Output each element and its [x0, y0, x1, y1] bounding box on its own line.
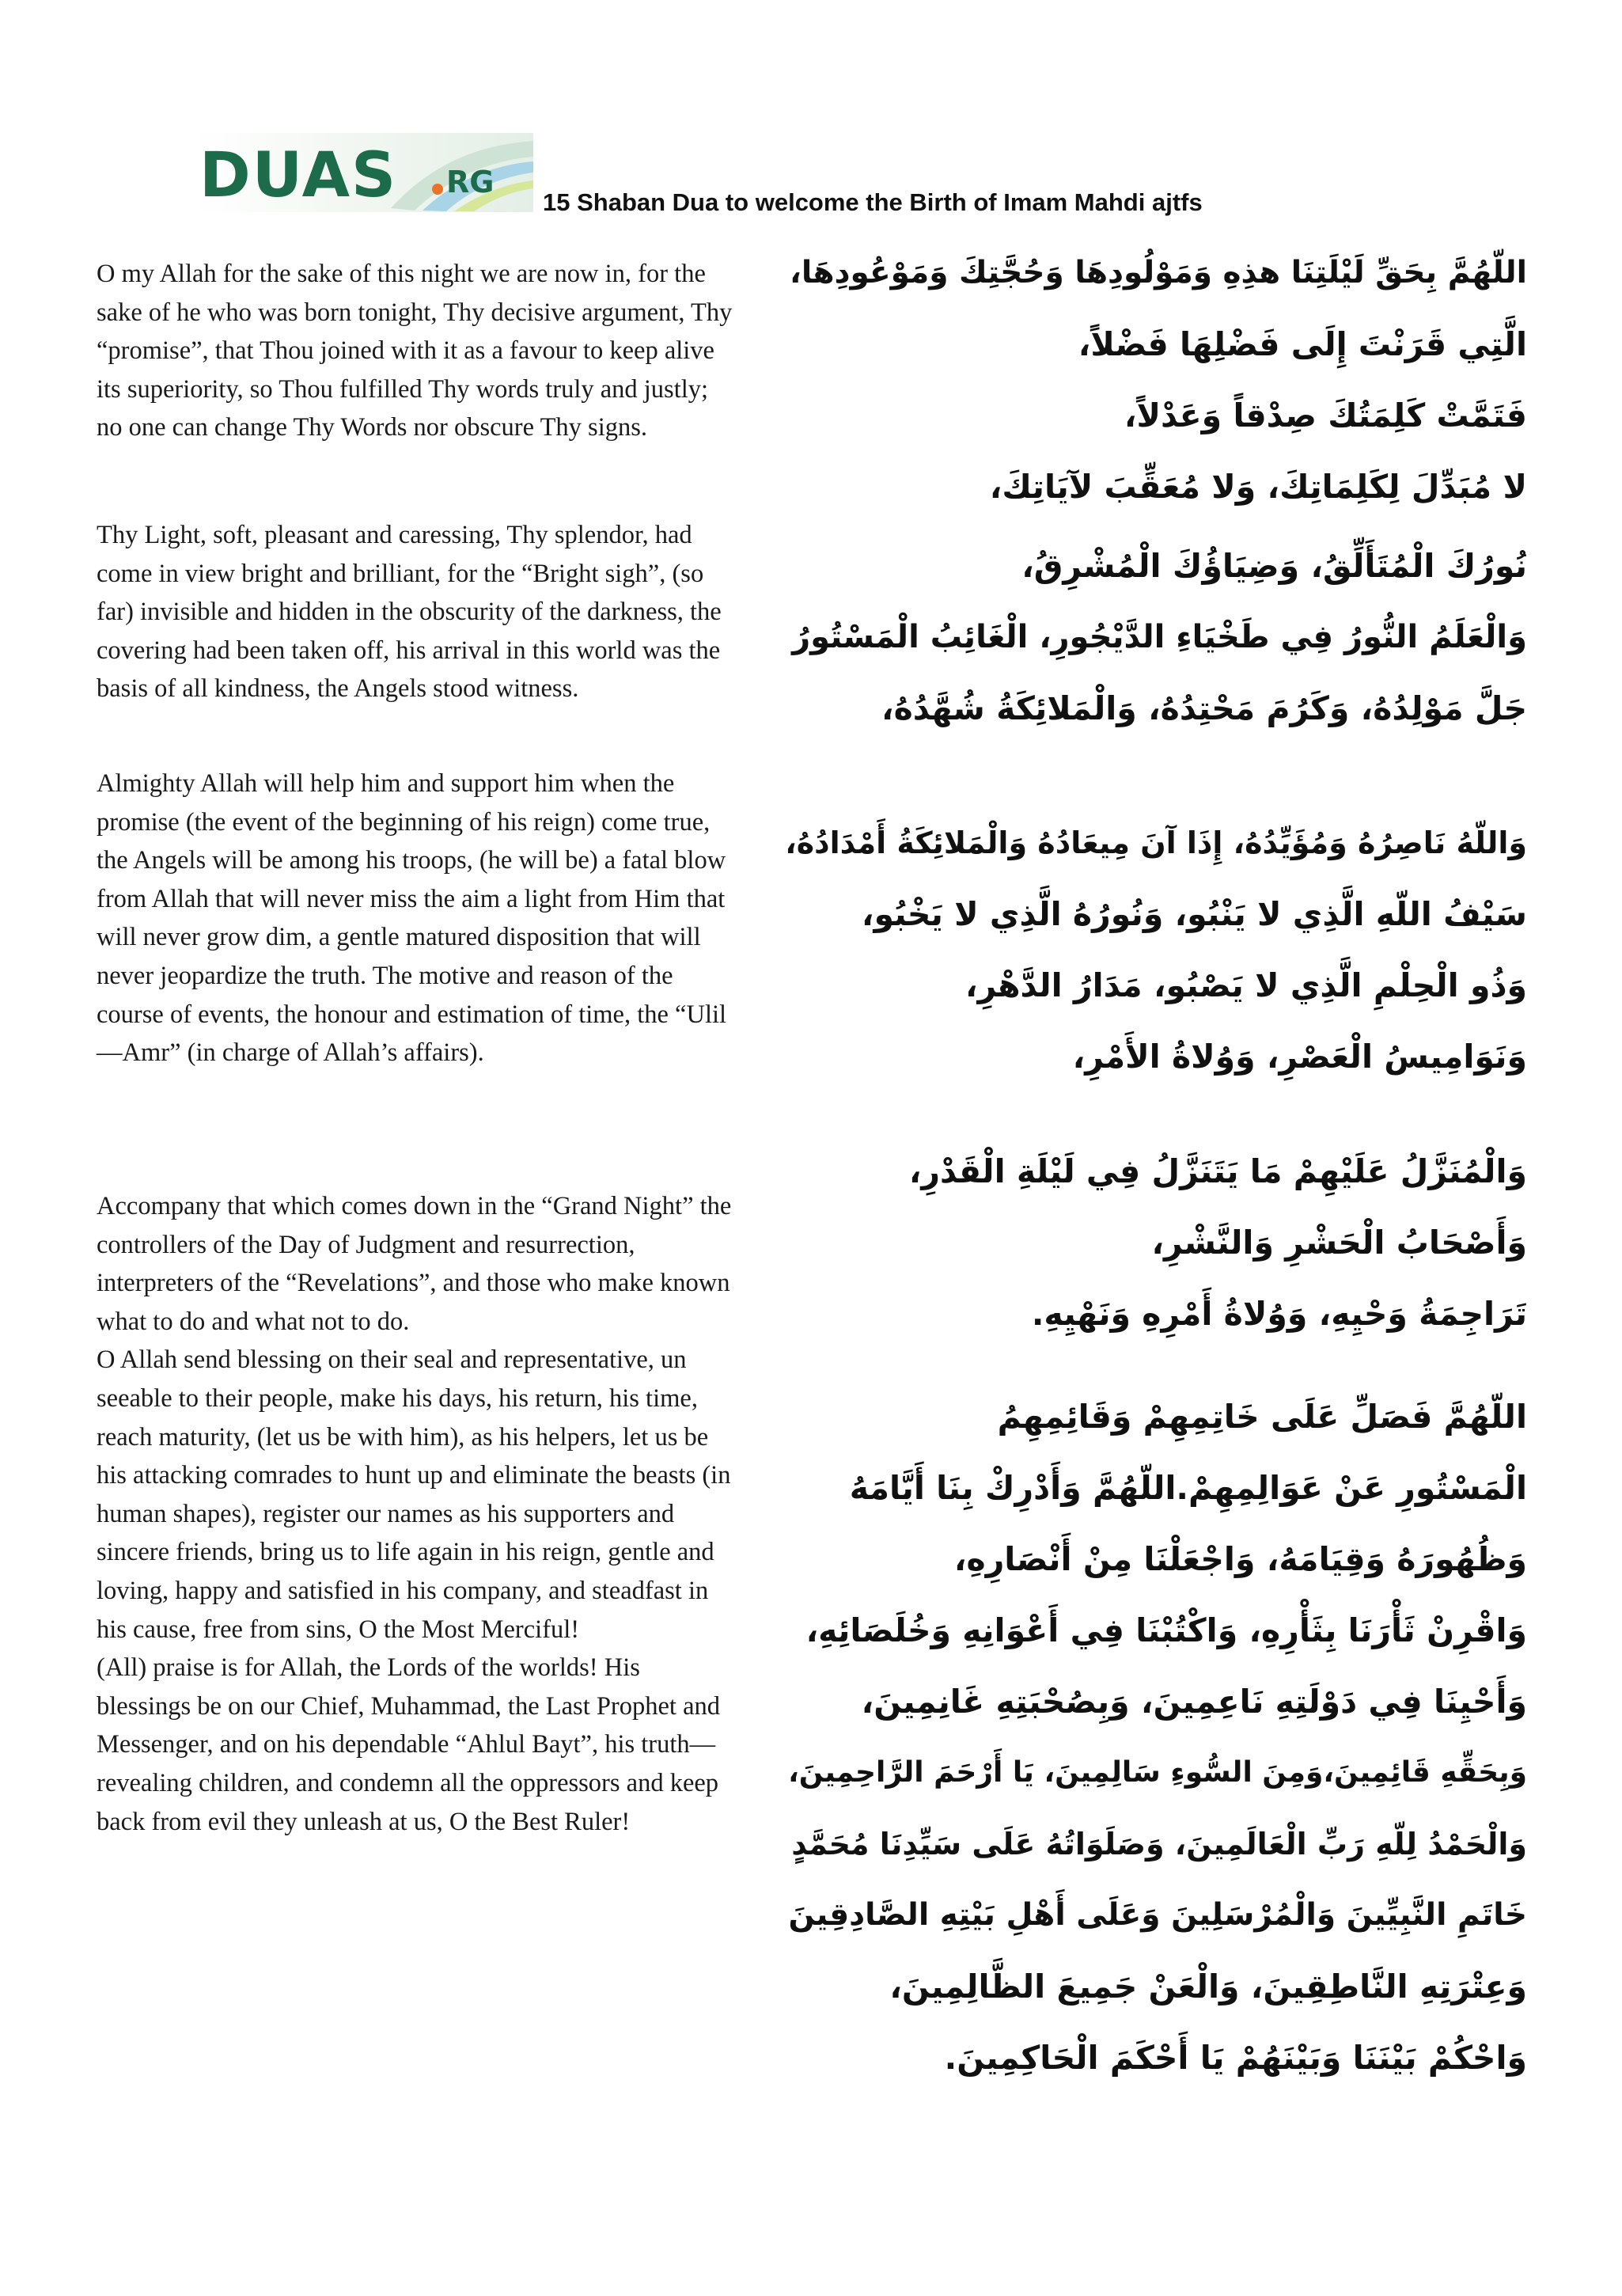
arabic-stanza-3: [783, 807, 1527, 1092]
english-paragraph-1: O my Allah for the sake of this night we are now in, for the sake of he who was born tonight, Thy decisive argument, Thy “promise”, that Thou joined with it as a favour to keep alive its superiority, so Thou fulfilled Thy words truly and justly; no one can change Thy Words nor obscure Thy signs.: [97, 260, 733, 442]
arabic-stanza-5: [783, 1381, 1527, 2093]
logo-dot: [432, 184, 443, 195]
arabic-line: لا مُبَدِّلَ لِكَلِمَاتِكَ، وَلا مُعَقِّبَ لآيَاتِكَ،: [989, 468, 1527, 506]
arabic-line: وَالْمُنَزَّلُ عَلَيْهِمْ مَا يَتَنَزَّلُ فِي لَيْلَةِ الْقَدْرِ،: [908, 1152, 1527, 1190]
logo-text: DUAS: [199, 140, 398, 211]
arabic-stanza-2: [783, 530, 1527, 744]
arabic-line: اللّهُمَّ بِحَقِّ لَيْلَتِنَا هذِهِ وَمَوْلُودِهَا وَحُجَّتِكَ وَمَوْعُودِهَا،: [790, 255, 1527, 290]
arabic-line: وَبِحَقِّهِ قَائِمِينَ،وَمِنَ السُّوءِ سَالِمِينَ، يَا أَرْحَمَ الرَّاحِمِينَ،: [788, 1756, 1527, 1789]
arabic-line: وَاللّهُ نَاصِرُهُ وَمُؤَيِّدُهُ، إِذَا آنَ مِيعَادُهُ وَالْمَلائِكَةُ أَمْدَادُهُ،: [785, 825, 1527, 860]
arabic-line: وَعِتْرَتِهِ النَّاطِقِينَ، وَالْعَنْ جَمِيعَ الظَّالِمِينَ،: [889, 1968, 1527, 2006]
document-title: 15 Shaban Dua to welcome the Birth of Imam Mahdi ajtfs: [543, 188, 1203, 216]
arabic-line: وَذُو الْحِلْمِ الَّذِي لا يَصْبُو، مَدَارُ الدَّهْرِ،: [965, 966, 1527, 1004]
duas-org-logo[interactable]: [193, 133, 533, 212]
arabic-line: اللّهُمَّ فَصَلِّ عَلَى خَاتِمِهِمْ وَقَائِمِهِمُ: [997, 1398, 1527, 1436]
arabic-line: خَاتَمِ النَّبِيِّينَ وَالْمُرْسَلِينَ وَعَلَى أَهْلِ بَيْتِهِ الصَّادِقِينَ: [788, 1897, 1527, 1933]
arabic-line: سَيْفُ اللّهِ الَّذِي لا يَنْبُو، وَنُورُهُ الَّذِي لا يَخْبُو،: [861, 895, 1527, 933]
arabic-stanza-4: [783, 1136, 1527, 1349]
arabic-line: وَالْعَلَمُ النُّورُ فِي طَخْيَاءِ الدَّيْجُورِ، الْغَائِبُ الْمَسْتُورُ: [792, 619, 1527, 655]
arabic-line: وَالْحَمْدُ لِلّهِ رَبِّ الْعَالَمِينَ، وَصَلَوَاتُهُ عَلَى سَيِّدِنَا مُحَمَّدٍ: [791, 1827, 1527, 1861]
arabic-line: جَلَّ مَوْلِدُهُ، وَكَرُمَ مَحْتِدُهُ، وَالْمَلائِكَةُ شُهَّدُهُ،: [881, 689, 1527, 727]
arabic-line: تَرَاجِمَةُ وَحْيِهِ، وَوُلاةُ أَمْرِهِ وَنَهْيِهِ.: [1031, 1295, 1527, 1333]
arabic-line: الْمَسْتُورِ عَنْ عَوَالِمِهِمْ.اللّهُمَّ وَأَدْرِكْ بِنَا أَيَّامَهُ: [849, 1469, 1527, 1507]
arabic-line: وَنَوَامِيسُ الْعَصْرِ، وَوُلاةُ الأَمْرِ،: [1072, 1038, 1527, 1076]
arabic-stanza-1: [783, 237, 1527, 522]
arabic-line: وَأَصْحَابُ الْحَشْرِ وَالنَّشْرِ،: [1151, 1224, 1527, 1262]
arabic-line: وَأَحْيِنَا فِي دَوْلَتِهِ نَاعِمِينَ، وَبِصُحْبَتِهِ غَانِمِينَ،: [861, 1683, 1527, 1721]
english-paragraph-4: Accompany that which comes down in the “Grand Night” the controllers of the Day of Judgment and resurrection, interpreters of the “Revelations”, and those who make known what to do and what not to do. O Allah send blessing on their seal and representative, un seeable to their people, make his days, his return, his time, reach maturity, (let us be with him), as his helpers, let us be his attacking comrades to hunt up and eliminate the beasts (in human shapes), register our names as his supporters and sincere friends, bring us to life again in his reign, gentle and loving, happy and satisfied in his company, and steadfast in his cause, free from sins, O the Most Merciful! (All) praise is for Allah, the Lords of the worlds! His blessings be on our Chief, Muhammad, the Last Prophet and Messenger, and on his dependable “Ahlul Bayt”, his truth—revealing children, and condemn all the oppressors and keep back from evil they unleash at us, O the Best Ruler!: [97, 1192, 732, 1836]
logo-suffix: RG: [446, 165, 495, 199]
english-paragraph-2: Thy Light, soft, pleasant and caressing, Thy splendor, had come in view bright and brilliant, for the “Bright sigh”, (so far) invisible and hidden in the obscurity of the darkness, the covering had been taken off, his arrival in this world was the basis of all kindness, the Angels stood witness.: [97, 521, 722, 704]
arabic-line: نُورُكَ الْمُتَأَلِّقُ، وَضِيَاؤُكَ الْمُشْرِقُ،: [1021, 547, 1527, 585]
arabic-line: الَّتِي قَرَنْتَ إِلَى فَضْلِهَا فَضْلاً،: [1078, 325, 1527, 363]
arabic-line: فَتَمَّتْ كَلِمَتُكَ صِدْقاً وَعَدْلاً،: [1124, 397, 1527, 435]
arabic-line: وَظُهُورَهُ وَقِيَامَهُ، وَاجْعَلْنَا مِنْ أَنْصَارِهِ،: [953, 1540, 1527, 1578]
arabic-line: وَاحْكُمْ بَيْنَنَا وَبَيْنَهُمْ يَا أَحْكَمَ الْحَاكِمِينَ.: [944, 2039, 1527, 2077]
english-paragraph-3: Almighty Allah will help him and support him when the promise (the event of the beginning of his reign) come true, the Angels will be among his troops, (he will be) a fatal blow from Allah that will never miss the aim a light from Him that will never grow dim, a gentle matured disposition that will never jeopardize the truth. The motive and reason of the course of events, the honour and estimation of time, the “Ulil—Amr” (in charge of Allah’s affairs).: [97, 769, 727, 1068]
arabic-line: وَاقْرِنْ ثَأْرَنَا بِثَأْرِهِ، وَاكْتُبْنَا فِي أَعْوَانِهِ وَخُلَصَائِهِ،: [805, 1611, 1527, 1649]
